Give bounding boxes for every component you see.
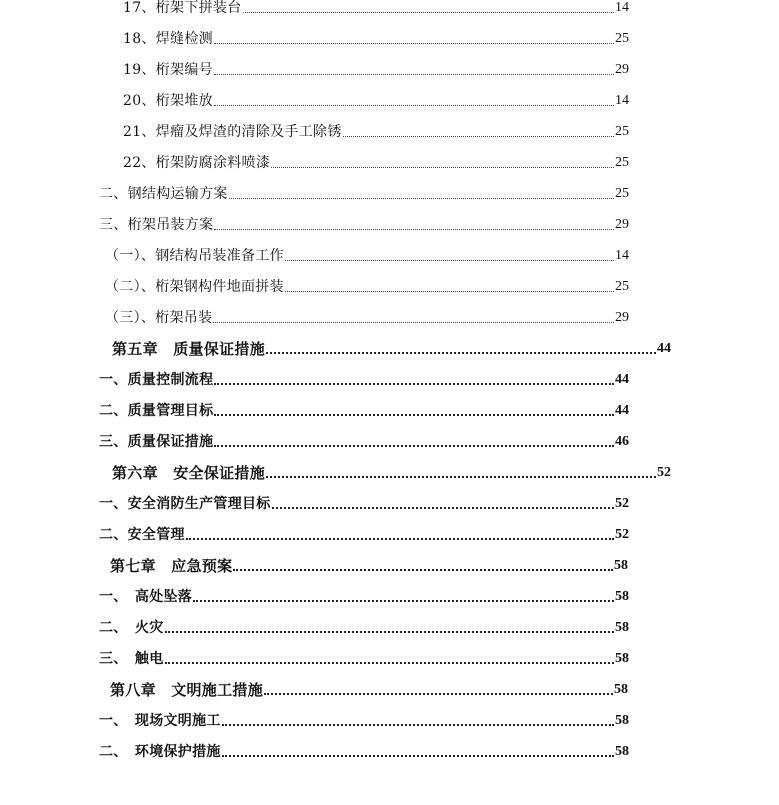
toc-page-number: 25	[615, 124, 629, 139]
toc-entry[interactable]	[99, 649, 629, 669]
toc-entry-label: （二）、桁架钢构件地面拼装	[105, 279, 284, 295]
dot-leader	[266, 352, 656, 354]
dot-leader	[272, 507, 614, 509]
toc-entry-label: 20、桁架堆放	[123, 93, 213, 109]
toc-chapter-entry[interactable]	[112, 339, 671, 359]
toc-entry-label: 三、质量保证措施	[99, 434, 214, 450]
toc-entry-label: （一）、钢结构吊装准备工作	[105, 248, 284, 264]
toc-entry-label: 19、桁架编号	[123, 62, 213, 78]
toc-entry-label: 二、钢结构运输方案	[99, 186, 228, 202]
toc-page-number: 46	[615, 434, 629, 449]
toc-page-number: 58	[614, 558, 628, 573]
dot-leader	[214, 414, 614, 416]
toc-entry-label: 二、安全管理	[99, 527, 185, 543]
toc-entry-label: 二、质量管理目标	[99, 403, 214, 419]
toc-entry[interactable]	[99, 711, 629, 731]
toc-entry[interactable]	[105, 308, 629, 328]
toc-page-number: 58	[615, 651, 629, 666]
toc-entry-label: 一、安全消防生产管理目标	[99, 496, 271, 512]
toc-entry-label: 第六章 安全保证措施	[112, 464, 266, 482]
toc-page-number: 52	[657, 465, 671, 480]
toc-entry[interactable]	[99, 215, 629, 235]
dot-leader	[264, 693, 613, 695]
dot-leader	[214, 74, 614, 75]
toc-page-number: 44	[657, 341, 671, 356]
toc-entry-label: 二、 火灾	[99, 620, 164, 636]
toc-entry[interactable]	[99, 184, 629, 204]
toc-chapter-entry[interactable]	[110, 680, 628, 700]
toc-entry-label: 22、桁架防腐涂料喷漆	[123, 155, 271, 171]
toc-page-number: 14	[615, 0, 629, 15]
toc-page-number: 25	[615, 31, 629, 46]
toc-page-number: 14	[615, 248, 629, 263]
dot-leader	[285, 291, 614, 292]
toc-page-number: 29	[615, 217, 629, 232]
toc-entry[interactable]	[123, 91, 629, 111]
toc-entry-label: 三、 触电	[99, 651, 164, 667]
dot-leader	[222, 755, 614, 757]
dot-leader	[214, 229, 614, 230]
toc-entry[interactable]	[99, 587, 629, 607]
toc-entry[interactable]	[99, 618, 629, 638]
toc-entry-label: 一、质量控制流程	[99, 372, 214, 388]
toc-entry-label: 三、桁架吊装方案	[99, 217, 214, 233]
dot-leader	[186, 538, 614, 540]
toc-entry[interactable]	[99, 494, 629, 514]
dot-leader	[165, 631, 615, 633]
toc-entry[interactable]	[123, 0, 629, 18]
dot-leader	[214, 445, 614, 447]
toc-page-number: 29	[615, 310, 629, 325]
toc-entry-label: 17、桁架下拼装台	[123, 0, 242, 16]
toc-entry[interactable]	[99, 525, 629, 545]
toc-entry[interactable]	[99, 370, 629, 390]
dot-leader	[243, 12, 614, 13]
dot-leader	[285, 260, 614, 261]
toc-entry[interactable]	[123, 29, 629, 49]
toc-entry-label: 第五章 质量保证措施	[112, 340, 266, 358]
toc-entry-label: 第七章 应急预案	[110, 557, 233, 575]
toc-entry-label: 一、 高处坠落	[99, 589, 193, 605]
toc-entry[interactable]	[99, 432, 629, 452]
toc-page-number: 25	[615, 186, 629, 201]
toc-entry[interactable]	[123, 122, 629, 142]
toc-page-number: 29	[615, 62, 629, 77]
toc-page-number: 58	[615, 713, 629, 728]
dot-leader	[343, 136, 614, 137]
toc-page-number: 52	[615, 527, 629, 542]
toc-entry-label: 一、 现场文明施工	[99, 713, 221, 729]
toc-entry-label: 第八章 文明施工措施	[110, 681, 264, 699]
toc-entry[interactable]	[105, 246, 629, 266]
toc-page-number: 44	[615, 372, 629, 387]
dot-leader	[193, 600, 614, 602]
toc-entry[interactable]	[123, 60, 629, 80]
toc-page-number: 44	[615, 403, 629, 418]
toc-page-number: 58	[615, 620, 629, 635]
toc-page-number: 25	[615, 155, 629, 170]
toc-page-number: 58	[615, 744, 629, 759]
dot-leader	[165, 662, 615, 664]
dot-leader	[271, 167, 614, 168]
toc-entry[interactable]	[123, 153, 629, 173]
toc-entry-label: 21、焊瘤及焊渣的清除及手工除锈	[123, 124, 342, 140]
toc-page-number: 58	[615, 589, 629, 604]
toc-entry[interactable]	[105, 277, 629, 297]
dot-leader	[214, 383, 614, 385]
toc-entry-label: 18、焊缝检测	[123, 31, 213, 47]
toc-page-number: 58	[614, 682, 628, 697]
dot-leader	[213, 322, 614, 323]
dot-leader	[266, 476, 656, 478]
dot-leader	[214, 105, 614, 106]
dot-leader	[214, 43, 614, 44]
toc-page-number: 25	[615, 279, 629, 294]
toc-chapter-entry[interactable]	[110, 556, 628, 576]
toc-entry-label: 二、 环境保护措施	[99, 744, 221, 760]
toc-entry[interactable]	[99, 401, 629, 421]
dot-leader	[233, 569, 613, 571]
toc-entry-label: （三）、桁架吊装	[105, 310, 213, 326]
dot-leader	[222, 724, 614, 726]
dot-leader	[229, 198, 614, 199]
toc-entry[interactable]	[99, 742, 629, 762]
toc-chapter-entry[interactable]	[112, 463, 671, 483]
toc-page-number: 52	[615, 496, 629, 511]
toc-page-number: 14	[615, 93, 629, 108]
